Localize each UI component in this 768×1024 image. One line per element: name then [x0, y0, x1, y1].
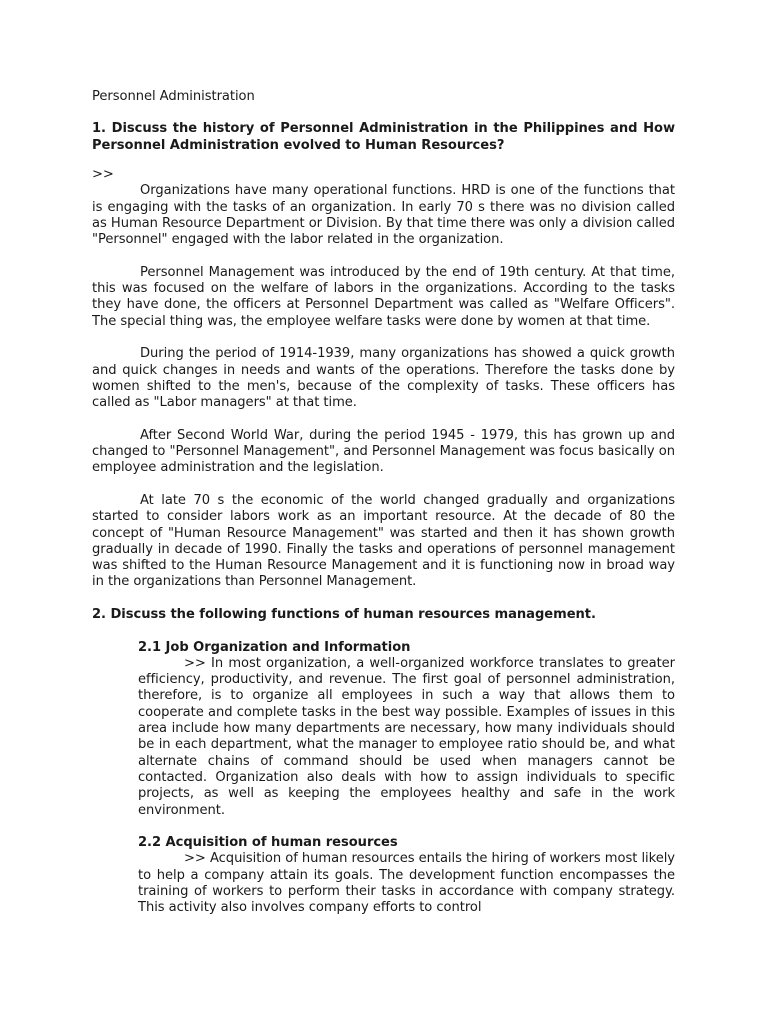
document-title: Personnel Administration — [92, 89, 255, 104]
section-heading: 2.1 Job Organization and Information — [138, 639, 411, 655]
history-paragraph-4: After Second World War, during the period 1945 - 1979, this has grown up and changed to "Personnel Management", and Personnel Management was focus basically on employee administration and the legislation. — [92, 427, 675, 476]
section-job-organization — [138, 640, 675, 819]
section-acquisition — [138, 835, 675, 916]
section-body: >> In most organization, a well-organized workforce translates to greater efficiency, productivity, and revenue. The first goal of personnel administration, therefore, is to organize all employees in such a way that allows them to cooperate and complete tasks in the best way possible. Examples of issues in this area include how many departments are necessary, how many individuals should be in each department, what the manager to employee ratio should be, and what alternate chains of command should be used when managers cannot be contacted. Organization also deals with how to assign individuals to specific projects, as well as keeping the employees healthy and safe in the work environment. — [138, 655, 675, 818]
section-body: >> Acquisition of human resources entails the hiring of workers most likely to help a company attain its goals. The development function encompasses the training of workers to perform their tasks in accordance with company strategy. This activity also involves company efforts to control — [138, 851, 675, 916]
question-2-heading: 2. Discuss the following functions of human resources management. — [92, 607, 596, 622]
history-paragraph-1: Organizations have many operational functions. HRD is one of the functions that is engaging with the tasks of an organization. In early 70 s there was no division called as Human Resource Department or Division. By that time there was only a division called "Personnel" engaged with the labor related in the organization. — [92, 183, 675, 248]
history-paragraph-2: Personnel Management was introduced by the end of 19th century. At that time, this was focused on the welfare of labors in the organizations. According to the tasks they have done, the officers at Personnel Department was called as "Welfare Officers". The special thing was, the employee welfare tasks were done by women at that time. — [92, 264, 675, 329]
question-1-heading: 1. Discuss the history of Personnel Administration in the Philippines and How Personnel Administration evolved to Human Resources? — [92, 121, 675, 153]
section-heading: 2.2 Acquisition of human resources — [138, 835, 398, 851]
answer-marker: >> — [92, 166, 114, 182]
history-paragraph-3: During the period of 1914-1939, many organizations has showed a quick growth and quick changes in needs and wants of the operations. Therefore the tasks done by women shifted to the men's, because of the complexity of tasks. These officers has called as "Labor managers" at that time. — [92, 346, 675, 411]
document-content — [92, 89, 675, 933]
history-paragraph-5: At late 70 s the economic of the world changed gradually and organizations started to consider labors work as an important resource. At the decade of 80 the concept of "Human Resource Management" was started and then it has shown growth gradually in decade of 1990. Finally the tasks and operations of personnel management was shifted to the Human Resource Management and it is functioning now in broad way in the organizations than Personnel Management. — [92, 492, 675, 590]
